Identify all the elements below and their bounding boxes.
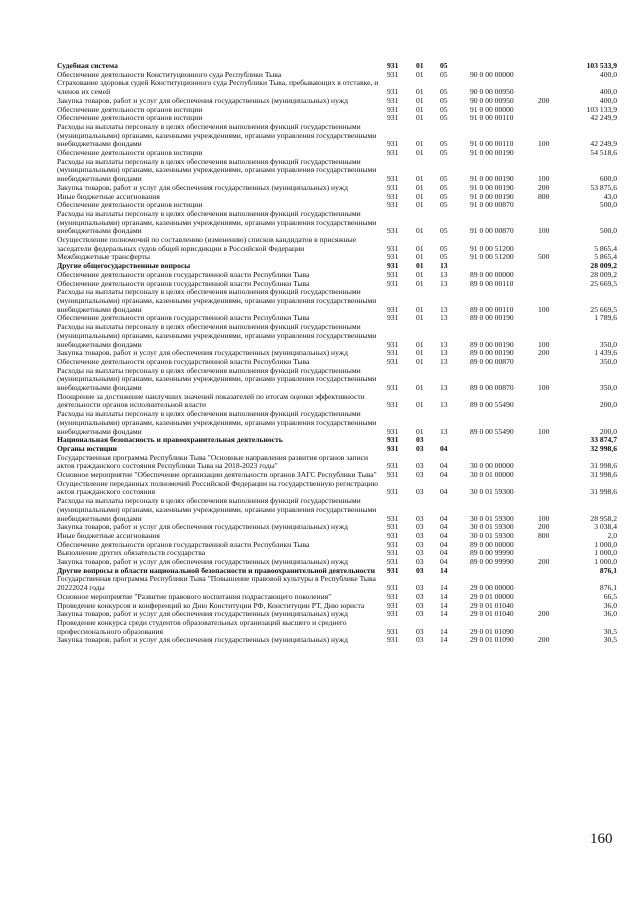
code-pr: 04 (440, 557, 448, 567)
code-rz: 03 (416, 635, 424, 645)
row-name: Обеспечение деятельности органов государственной власти Республики Тыва (57, 313, 310, 323)
code-gr: 931 (387, 348, 399, 358)
code-gr: 931 (387, 600, 399, 610)
code-pr: 13 (440, 426, 448, 436)
code-vr: 100 (538, 426, 550, 436)
row-name: Обеспечение деятельности органов юстиции (57, 148, 203, 158)
row-name: Расходы на выплаты персоналу в целях обеспечения выполнения функций государственными (муниципальными) органами, казенными учреждениями, органами управления государственными внебюджетными фондами (57, 365, 377, 393)
code-pr: 05 (440, 104, 448, 114)
code-gr: 931 (387, 278, 399, 288)
code-rz: 01 (416, 304, 424, 314)
code-rz: 03 (416, 443, 424, 453)
row-name: Осуществление полномочий по составлению (изменению) списков кандидатов в присяжные заседатели федеральных судов общей юрисдикции в Российской Федерации (57, 235, 357, 253)
code-gr: 931 (387, 313, 399, 323)
amount: 876,1 (599, 565, 617, 575)
code-pr: 04 (440, 461, 448, 471)
code-gr: 931 (387, 304, 399, 314)
table-row (57, 393, 617, 410)
code-csr: 89 0 00 99990 (470, 557, 514, 567)
code-csr: 30 0 01 59300 (470, 487, 514, 497)
code-rz: 03 (416, 522, 424, 532)
code-csr: 89 0 00 00190 (470, 339, 514, 349)
row-name: Расходы на выплаты персоналу в целях обеспечения выполнения функций государственными (муниципальными) органами, казенными учреждениями, органами управления государственными внебюджетными фондами (57, 156, 377, 184)
amount: 2,0 (607, 530, 617, 540)
amount: 103 533,9 (586, 61, 617, 70)
row-name: Обеспечение деятельности органов государственной власти Республики Тыва (57, 356, 310, 366)
row-name: Обеспечение деятельности органов юстиции (57, 104, 203, 114)
code-csr: 30 0 00 00000 (470, 461, 514, 471)
row-name: Государственная программа Республики Тыва "Повышение правовой культуры в Республике Тыва 20222024 годы (57, 574, 376, 593)
row-name: Обеспечение деятельности Конституционного суда Республики Тыва (57, 69, 282, 79)
code-pr: 14 (440, 609, 448, 619)
code-rz: 03 (416, 565, 424, 575)
code-rz: 01 (416, 356, 424, 366)
code-rz: 01 (416, 148, 424, 158)
code-gr: 931 (387, 339, 399, 349)
amount: 350,0 (599, 383, 617, 393)
code-gr: 931 (387, 609, 399, 619)
code-pr: 05 (440, 243, 448, 253)
code-gr: 931 (387, 557, 399, 567)
row-name: Обеспечение деятельности органов государственной власти Республики Тыва (57, 269, 310, 279)
table-row (57, 323, 617, 349)
amount: 200,0 (599, 426, 617, 436)
amount: 600,0 (599, 174, 617, 184)
row-name: Расходы на выплаты персоналу в целях обеспечения выполнения функций государственными (муниципальными) органами, казенными учреждениями, органами управления государственными внебюджетными фондами (57, 121, 377, 149)
amount: 28 009,2 (590, 269, 617, 279)
amount: 1 000,0 (594, 539, 617, 549)
code-pr: 13 (440, 313, 448, 323)
code-pr: 05 (440, 174, 448, 184)
code-gr: 931 (387, 548, 399, 558)
code-csr: 89 0 00 00870 (470, 356, 514, 366)
table-row (57, 236, 617, 253)
code-csr: 90 0 00 00950 (470, 95, 514, 105)
code-pr: 14 (440, 591, 448, 601)
code-csr: 91 0 00 00870 (470, 200, 514, 210)
code-gr: 931 (387, 113, 399, 123)
code-csr: 90 0 00 00000 (470, 69, 514, 79)
code-vr: 100 (538, 339, 550, 349)
row-name: Обеспечение деятельности органов государственной власти Республики Тыва (57, 539, 310, 549)
code-pr: 04 (440, 522, 448, 532)
code-gr: 931 (387, 461, 399, 471)
row-name: Поощрение за достижение наилучших значений показателей по итогам оценки эффективности деятельности органов исполнительной власти (57, 391, 365, 410)
table-row (57, 158, 617, 184)
amount: 1 789,6 (594, 313, 617, 323)
code-gr: 931 (387, 583, 399, 593)
code-csr: 90 0 00 00950 (470, 87, 514, 97)
code-rz: 01 (416, 313, 424, 323)
code-vr: 800 (538, 530, 550, 540)
amount: 54 518,6 (590, 148, 617, 158)
row-name: Расходы на выплаты персоналу в целях обеспечения выполнения функций государственными (муниципальными) органами, казенными учреждениями, органами управления государственными внебюджетными фондами (57, 409, 377, 436)
code-pr: 05 (440, 139, 448, 149)
code-csr: 91 0 00 00000 (470, 104, 514, 114)
code-rz: 01 (416, 87, 424, 97)
code-rz: 03 (416, 583, 424, 593)
amount: 1 000,0 (594, 557, 617, 567)
amount: 5 865,4 (594, 243, 617, 253)
amount: 876,1 (599, 583, 617, 593)
row-name: Закупка товаров, работ и услуг для обеспечения государственных (муниципальных) нужд (57, 522, 348, 532)
code-gr: 931 (387, 539, 399, 549)
code-vr: 500 (538, 252, 550, 262)
amount: 103 133,9 (586, 104, 617, 114)
code-rz: 01 (416, 269, 424, 279)
amount: 350,0 (599, 356, 617, 366)
code-gr: 931 (387, 148, 399, 158)
code-rz: 01 (416, 69, 424, 79)
amount: 36,0 (603, 609, 617, 619)
code-pr: 05 (440, 69, 448, 79)
code-rz: 03 (416, 513, 424, 523)
code-pr: 14 (440, 626, 448, 636)
code-pr: 04 (440, 530, 448, 540)
code-vr: 100 (538, 383, 550, 393)
code-gr: 931 (387, 426, 399, 436)
row-name: Проведение конкурсов и конференций ко Дню Конституции РФ, Конституции РТ, Дню юриста (57, 600, 365, 610)
code-gr: 931 (387, 95, 399, 105)
code-gr: 931 (387, 487, 399, 497)
code-csr: 89 0 00 00000 (470, 539, 514, 549)
row-name: Осуществление переданных полномочий Российской Федерации на государственную регистрацию актов гражданского состояния (57, 478, 379, 497)
code-pr: 04 (440, 470, 448, 480)
code-csr: 91 0 00 51200 (470, 252, 514, 262)
code-gr: 931 (387, 252, 399, 262)
code-pr: 14 (440, 583, 448, 593)
code-vr: 100 (538, 513, 550, 523)
row-name: Расходы на выплаты персоналу в целях обеспечения выполнения функций государственными (муниципальными) органами, казенными учреждениями, органами управления государственными внебюджетными фондами (57, 322, 377, 349)
amount: 53 875,6 (590, 182, 617, 192)
code-csr: 89 0 00 00110 (470, 304, 514, 314)
table-row (57, 410, 617, 436)
row-name: Иные бюджетные ассигнования (57, 191, 160, 201)
code-csr: 89 0 00 00190 (470, 313, 514, 323)
code-gr: 931 (387, 139, 399, 149)
amount: 30,5 (603, 635, 617, 645)
code-csr: 89 0 00 00110 (470, 278, 514, 288)
row-name: Расходы на выплаты персоналу в целях обеспечения выполнения функций государственными (муниципальными) органами, казенными учреждениями, органами управления государственными внебюджетными фондами (57, 208, 377, 236)
code-csr: 89 0 00 00000 (470, 269, 514, 279)
code-rz: 01 (416, 174, 424, 184)
code-vr: 200 (538, 609, 550, 619)
code-pr: 13 (440, 304, 448, 314)
code-pr: 13 (440, 278, 448, 288)
table-row (57, 497, 617, 523)
code-gr: 931 (387, 435, 399, 445)
code-rz: 03 (416, 435, 424, 445)
code-rz: 01 (416, 200, 424, 210)
code-csr: 89 0 00 55490 (470, 400, 514, 410)
code-gr: 931 (387, 174, 399, 184)
amount: 500,0 (599, 226, 617, 236)
row-name: Проведение конкурса среди студентов образовательных организаций высшего и среднего профессионального образования (57, 618, 347, 636)
code-rz: 01 (416, 252, 424, 262)
code-vr: 200 (538, 522, 550, 532)
code-csr: 30 0 01 59300 (470, 522, 514, 532)
table-row (57, 636, 617, 645)
row-name: Основное мероприятие "Обеспечение организации деятельности органов ЗАГС Республики Тыва" (57, 470, 377, 480)
table-row (57, 480, 617, 497)
code-pr: 05 (440, 87, 448, 97)
amount: 5 865,4 (594, 252, 617, 262)
code-rz: 01 (416, 261, 424, 271)
code-pr: 13 (440, 383, 448, 393)
code-gr: 931 (387, 191, 399, 201)
code-csr: 91 0 00 00190 (470, 191, 514, 201)
amount: 42 249,9 (590, 139, 617, 149)
amount: 400,0 (599, 69, 617, 79)
code-rz: 01 (416, 339, 424, 349)
row-name: Расходы на выплаты персоналу в целях обеспечения выполнения функций государственными (муниципальными) органами, казенными учреждениями, органами управления государственными внебюджетными фондами (57, 287, 377, 314)
row-name: Закупка товаров, работ и услуг для обеспечения государственных (муниципальных) нужд (57, 95, 348, 105)
code-vr: 200 (538, 557, 550, 567)
code-pr: 13 (440, 339, 448, 349)
code-rz: 01 (416, 139, 424, 149)
amount: 400,0 (599, 87, 617, 97)
amount: 25 669,5 (590, 278, 617, 288)
code-vr: 800 (538, 191, 550, 201)
amount: 25 669,5 (590, 304, 617, 314)
code-rz: 01 (416, 113, 424, 123)
code-vr: 200 (538, 182, 550, 192)
row-name: Закупка товаров, работ и услуг для обеспечения государственных (муниципальных) нужд (57, 557, 348, 567)
code-csr: 30 0 01 00000 (470, 470, 514, 480)
code-gr: 931 (387, 104, 399, 114)
amount: 28 009,2 (590, 261, 617, 271)
code-pr: 05 (440, 113, 448, 123)
code-gr: 931 (387, 443, 399, 453)
code-pr: 05 (440, 226, 448, 236)
code-csr: 91 0 00 00110 (470, 113, 514, 123)
code-gr: 931 (387, 635, 399, 645)
code-gr: 931 (387, 69, 399, 79)
row-name: Выполнение других обязательств государства (57, 548, 206, 558)
row-name: Расходы на выплаты персоналу в целях обеспечения выполнения функций государственными (муниципальными) органами, казенными учреждениями, органами управления государственными внебюджетными фондами (57, 496, 377, 523)
row-name: Закупка товаров, работ и услуг для обеспечения государственных (муниципальных) нужд (57, 182, 348, 192)
code-rz: 01 (416, 104, 424, 114)
code-pr: 14 (440, 565, 448, 575)
code-vr: 100 (538, 174, 550, 184)
amount: 42 249,9 (590, 113, 617, 123)
amount: 30,5 (603, 626, 617, 636)
code-csr: 29 0 01 01040 (470, 600, 514, 610)
amount: 32 998,6 (590, 443, 617, 453)
code-rz: 01 (416, 95, 424, 105)
table-row (57, 123, 617, 149)
code-csr: 89 0 00 00870 (470, 383, 514, 393)
table-row (57, 79, 617, 96)
code-csr: 89 0 00 00190 (470, 348, 514, 358)
amount: 500,0 (599, 200, 617, 210)
code-csr: 91 0 00 00870 (470, 226, 514, 236)
code-rz: 01 (416, 348, 424, 358)
row-name: Закупка товаров, работ и услуг для обеспечения государственных (муниципальных) нужд (57, 609, 348, 619)
code-rz: 03 (416, 470, 424, 480)
code-rz: 01 (416, 278, 424, 288)
code-rz: 03 (416, 600, 424, 610)
code-csr: 91 0 00 00190 (470, 148, 514, 158)
code-pr: 04 (440, 487, 448, 497)
amount: 1 000,0 (594, 548, 617, 558)
code-csr: 30 0 01 59300 (470, 513, 514, 523)
code-csr: 91 0 00 51200 (470, 243, 514, 253)
code-pr: 05 (440, 200, 448, 210)
code-gr: 931 (387, 522, 399, 532)
code-pr: 04 (440, 539, 448, 549)
code-pr: 05 (440, 252, 448, 262)
code-gr: 931 (387, 356, 399, 366)
code-gr: 931 (387, 565, 399, 575)
code-pr: 05 (440, 191, 448, 201)
amount: 66,5 (603, 591, 617, 601)
code-rz: 01 (416, 61, 424, 70)
code-rz: 01 (416, 383, 424, 393)
amount: 43,0 (603, 191, 617, 201)
code-rz: 03 (416, 461, 424, 471)
code-gr: 931 (387, 226, 399, 236)
amount: 31 998,6 (590, 461, 617, 471)
code-pr: 14 (440, 600, 448, 610)
amount: 400,0 (599, 95, 617, 105)
code-csr: 29 0 01 01040 (470, 609, 514, 619)
code-vr: 200 (538, 635, 550, 645)
row-name: Закупка товаров, работ и услуг для обеспечения государственных (муниципальных) нужд (57, 348, 348, 358)
code-gr: 931 (387, 530, 399, 540)
code-rz: 03 (416, 548, 424, 558)
amount: 33 874,7 (590, 435, 617, 445)
code-csr: 91 0 00 00190 (470, 174, 514, 184)
code-rz: 03 (416, 487, 424, 497)
code-rz: 03 (416, 539, 424, 549)
row-name: Органы юстиции (57, 443, 117, 453)
code-pr: 13 (440, 269, 448, 279)
code-gr: 931 (387, 261, 399, 271)
code-csr: 29 0 01 00000 (470, 591, 514, 601)
page-number: 160 (590, 831, 613, 847)
code-gr: 931 (387, 87, 399, 97)
code-gr: 931 (387, 383, 399, 393)
row-name: Обеспечение деятельности органов юстиции (57, 113, 203, 123)
amount: 31 998,6 (590, 470, 617, 480)
row-name: Иные бюджетные ассигнования (57, 530, 160, 540)
code-csr: 89 0 00 99990 (470, 548, 514, 558)
code-pr: 13 (440, 400, 448, 410)
table-row (57, 367, 617, 393)
code-gr: 931 (387, 626, 399, 636)
code-rz: 01 (416, 426, 424, 436)
code-pr: 13 (440, 348, 448, 358)
budget-table (57, 62, 617, 645)
code-pr: 14 (440, 635, 448, 645)
section-row (57, 436, 617, 445)
row-name: Государственная программа Республики Тыва "Основные направления развития органов записи актов гражданского состояния Республики Тыва на 2018-2023 годы" (57, 452, 369, 471)
code-csr: 30 0 01 59300 (470, 530, 514, 540)
code-pr: 05 (440, 182, 448, 192)
amount: 36,0 (603, 600, 617, 610)
code-pr: 04 (440, 548, 448, 558)
code-pr: 04 (440, 513, 448, 523)
code-rz: 01 (416, 182, 424, 192)
code-csr: 29 0 01 01090 (470, 626, 514, 636)
code-gr: 931 (387, 513, 399, 523)
row-name: Обеспечение деятельности органов государственной власти Республики Тыва (57, 278, 310, 288)
code-rz: 03 (416, 609, 424, 619)
code-pr: 13 (440, 356, 448, 366)
code-gr: 931 (387, 400, 399, 410)
table-row (57, 454, 617, 471)
code-vr: 200 (538, 95, 550, 105)
row-name: Основное мероприятие "Развитие правового воспитания подрастающего поколения" (57, 591, 332, 601)
amount: 200,0 (599, 400, 617, 410)
code-gr: 931 (387, 200, 399, 210)
row-name: Судебная система (57, 61, 118, 70)
row-name: Обеспечение деятельности органов юстиции (57, 200, 203, 210)
code-vr: 100 (538, 226, 550, 236)
amount: 28 958,2 (590, 513, 617, 523)
code-csr: 89 0 00 55490 (470, 426, 514, 436)
code-csr: 29 0 00 00000 (470, 583, 514, 593)
amount: 1 439,6 (594, 348, 617, 358)
table-row (57, 288, 617, 314)
code-gr: 931 (387, 243, 399, 253)
code-rz: 01 (416, 226, 424, 236)
table-row (57, 619, 617, 636)
code-csr: 91 0 00 00110 (470, 139, 514, 149)
code-rz: 03 (416, 530, 424, 540)
code-rz: 03 (416, 626, 424, 636)
row-name: Закупка товаров, работ и услуг для обеспечения государственных (муниципальных) нужд (57, 635, 348, 645)
row-name: Межбюджетные трансферты (57, 252, 150, 262)
row-name: Другие общегосударственные вопросы (57, 261, 191, 271)
row-name: Страхование здоровья судей Конституционного суда Республики Тыва, пребывающих в отставке, и членов их семей (57, 78, 379, 97)
code-pr: 04 (440, 443, 448, 453)
code-rz: 01 (416, 400, 424, 410)
code-gr: 931 (387, 61, 399, 70)
code-pr: 05 (440, 95, 448, 105)
code-rz: 03 (416, 557, 424, 567)
amount: 3 038,4 (594, 522, 617, 532)
code-rz: 01 (416, 243, 424, 253)
code-pr: 13 (440, 261, 448, 271)
code-rz: 03 (416, 591, 424, 601)
amount: 31 998,6 (590, 487, 617, 497)
amount: 350,0 (599, 339, 617, 349)
code-vr: 100 (538, 304, 550, 314)
code-vr: 100 (538, 139, 550, 149)
code-pr: 05 (440, 148, 448, 158)
table-row (57, 575, 617, 592)
code-gr: 931 (387, 591, 399, 601)
code-gr: 931 (387, 470, 399, 480)
code-csr: 29 0 01 01090 (470, 635, 514, 645)
row-name: Национальная безопасность и правоохранительная деятельность (57, 435, 283, 445)
code-gr: 931 (387, 182, 399, 192)
code-csr: 91 0 00 00190 (470, 182, 514, 192)
code-gr: 931 (387, 269, 399, 279)
code-vr: 200 (538, 348, 550, 358)
code-pr: 05 (440, 61, 448, 70)
row-name: Другие вопросы в области национальной безопасности и правоохранительной деятельности (57, 565, 376, 575)
code-rz: 01 (416, 191, 424, 201)
table-row (57, 210, 617, 236)
